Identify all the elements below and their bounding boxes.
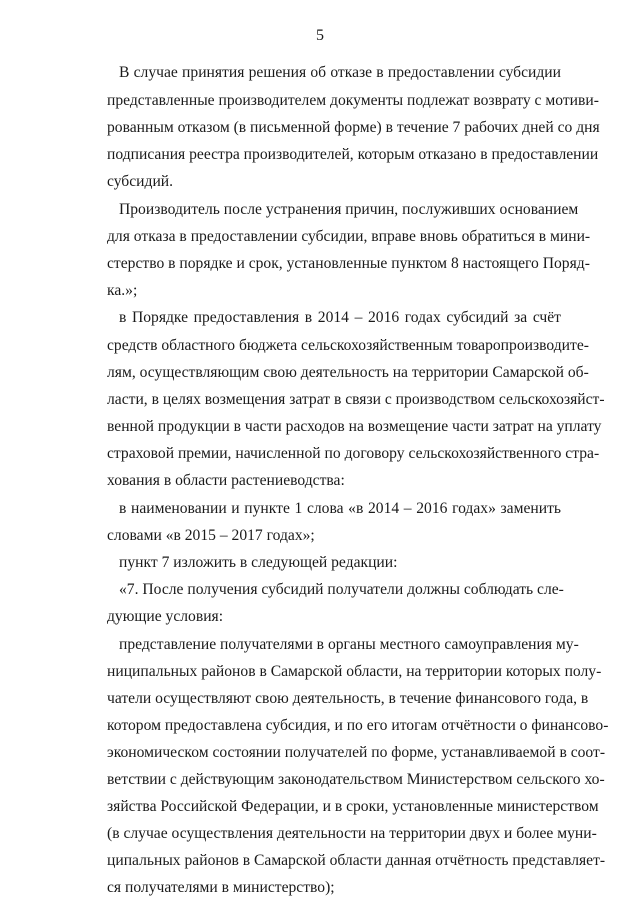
paragraph-line: «7. После получения субсидий получатели должны соблюдать сле- [119,581,564,598]
paragraph-line: (в случае осуществления деятельности на территории двух и более муни- [107,825,597,842]
paragraph-line: пункт 7 изложить в следующей редакции: [119,554,398,571]
paragraph-line: венной продукции в части расходов на возмещение части затрат на уплату [107,418,602,435]
paragraph-line: средств областного бюджета сельскохозяйственным товаропроизводите- [107,337,589,354]
paragraph-line: зяйства Российской Федерации, и в сроки, установленные министерством [107,798,599,815]
paragraph-line: ка.»; [107,282,138,299]
page-number: 5 [316,27,324,44]
paragraph-line: экономическом состоянии получателей по форме, устанавливаемой в соот- [107,744,606,761]
paragraph-line: ся получателями в министерство); [107,879,335,896]
paragraph-line: в наименовании и пункте 1 слова «в 2014 – 2016 годах» заменить [119,500,561,517]
paragraph-line: представление получателями в органы местного самоуправления му- [119,636,579,653]
paragraph-line: словами «в 2015 – 2017 годах»; [107,527,315,544]
paragraph-line: ветствии с действующим законодательством Министерством сельского хо- [107,771,605,788]
paragraph-line: ласти, в целях возмещения затрат в связи с производством сельскохозяйст- [107,391,605,408]
paragraph-line: в Порядке предоставления в 2014 – 2016 годах субсидий за счёт [119,309,561,326]
paragraph-line: В случае принятия решения об отказе в предоставлении субсидии [119,64,561,81]
paragraph-line: страховой премии, начисленной по договору сельскохозяйственного стра- [107,445,600,462]
paragraph-line: стерство в порядке и срок, установленные пунктом 8 настоящего Поряд- [107,255,590,272]
paragraph-line: субсидий. [107,173,174,190]
paragraph-line: Производитель после устранения причин, послуживших основанием [119,201,579,218]
paragraph-line: ниципальных районов в Самарской области, на территории которых полу- [107,663,602,680]
paragraph-line: представленные производителем документы подлежат возврату с мотиви- [107,92,599,109]
paragraph-line: котором предоставлена субсидия, и по его итогам отчётности о финансово- [107,717,609,734]
paragraph-line: хования в области растениеводства: [107,472,345,489]
paragraph-line: рованным отказом (в письменной форме) в течение 7 рабочих дней со дня [107,119,600,136]
paragraph-line: подписания реестра производителей, которым отказано в предоставлении [107,146,599,163]
paragraph-line: лям, осуществляющим свою деятельность на территории Самарской об- [107,364,589,381]
paragraph-line: дующие условия: [107,608,224,625]
paragraph-line: чатели осуществляют свою деятельность, в течение финансового года, в [107,690,589,707]
paragraph-line: ципальных районов в Самарской области данная отчётность представляет- [107,852,606,869]
paragraph-line: для отказа в предоставлении субсидии, вправе вновь обратиться в мини- [107,228,591,245]
